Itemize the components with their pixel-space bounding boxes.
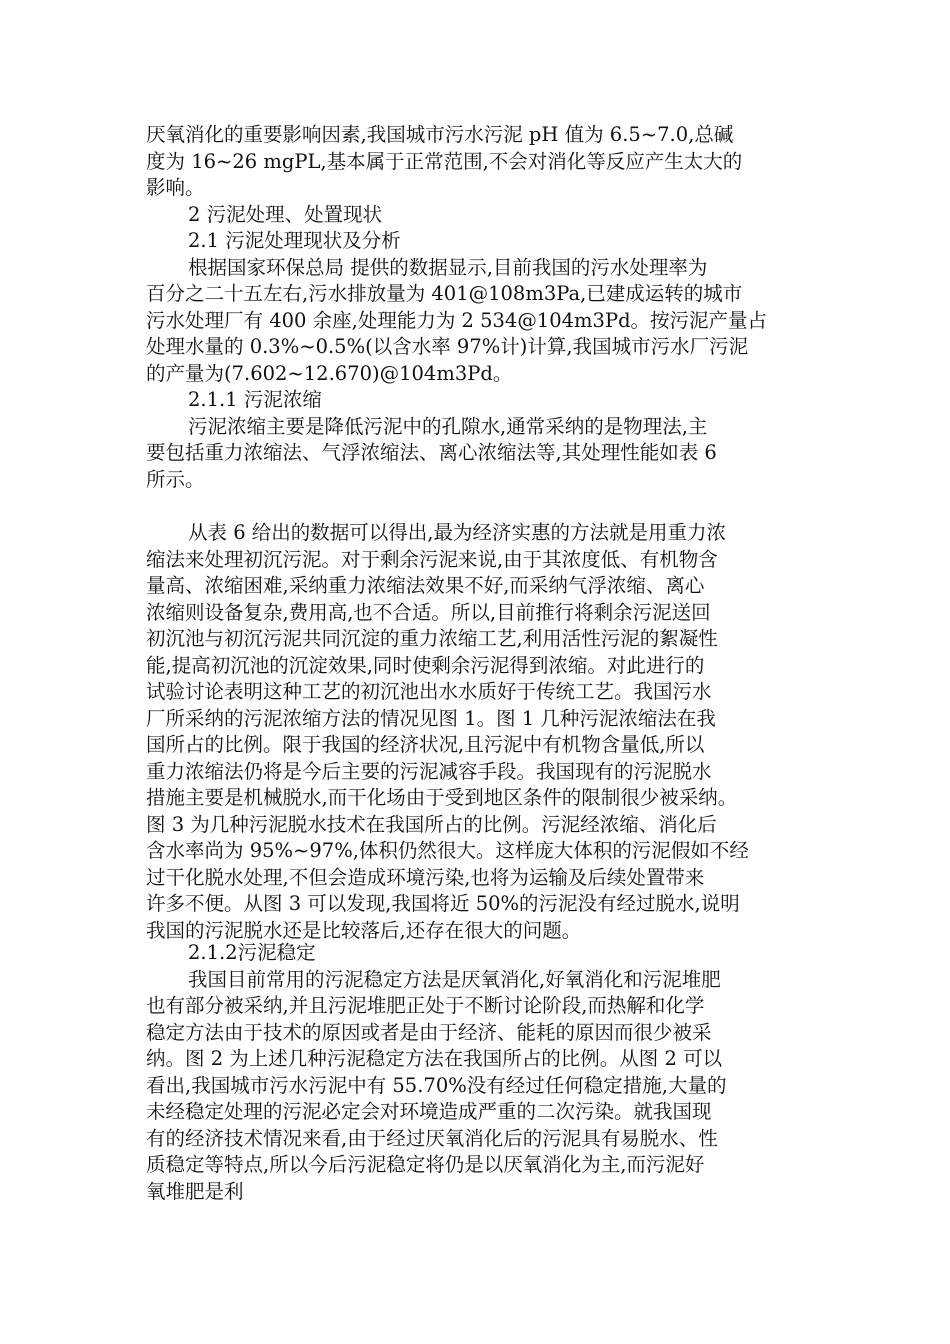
paragraph-line: 缩法来处理初沉污泥。对于剩余污泥来说,由于其浓度低、有机物含	[146, 547, 718, 571]
paragraph-line: 污水处理厂有 400 余座,处理能力为 2 534@104m3Pd。按污泥产量占	[146, 308, 768, 332]
paragraph-line: 处理水量的 0.3%~0.5%(以含水率 97%计)计算,我国城市污水厂污泥	[146, 335, 749, 358]
paragraph-line: 图 3 为几种污泥脱水技术在我国所占的比例。污泥经浓缩、消化后	[146, 812, 717, 836]
paragraph-line: 浓缩则设备复杂,费用高,也不合适。所以,目前推行将剩余污泥送回	[146, 600, 711, 624]
section-heading: 2 污泥处理、处置现状	[188, 202, 383, 226]
paragraph-line: 能,提高初沉池的沉淀效果,同时使剩余污泥得到浓缩。对此进行的	[146, 653, 705, 677]
subsection-heading: 2.1 污泥处理现状及分析	[188, 229, 401, 252]
paragraph-line: 度为 16~26 mgPL,基本属于正常范围,不会对消化等反应产生太大的	[146, 149, 743, 173]
subsubsection-heading: 2.1.2污泥稳定	[188, 941, 316, 964]
text-block-thickening-analysis	[146, 520, 826, 944]
paragraph-line: 氧堆肥是利	[146, 1179, 244, 1203]
paragraph-line: 我国的污泥脱水还是比较落后,还存在很大的问题。	[146, 918, 582, 942]
paragraph-line: 过干化脱水处理,不但会造成环境污染,也将为运输及后续处置带来	[146, 865, 705, 889]
text-block-sludge-stabilization	[146, 940, 826, 1205]
paragraph-line: 许多不便。从图 3 可以发现,我国将近 50%的污泥没有经过脱水,说明	[146, 892, 740, 915]
paragraph-line: 质稳定等特点,所以今后污泥稳定将仍是以厌氧消化为主,而污泥好	[146, 1153, 705, 1176]
paragraph-line: 稳定方法由于技术的原因或者是由于经济、能耗的原因而很少被采	[146, 1020, 712, 1044]
paragraph-line: 影响。	[146, 176, 205, 199]
paragraph-line: 未经稳定处理的污泥必定会对环境造成严重的二次污染。就我国现	[146, 1100, 712, 1123]
paragraph-line: 也有部分被采纳,并且污泥堆肥正处于不断讨论阶段,而热解和化学	[146, 994, 705, 1017]
paragraph-line: 厂所采纳的污泥浓缩方法的情况见图 1。图 1 几种污泥浓缩法在我	[146, 706, 716, 730]
paragraph-line: 措施主要是机械脱水,而干化场由于受到地区条件的限制很少被采纳。	[146, 786, 738, 809]
paragraph-line: 有的经济技术情况来看,由于经过厌氧消化后的污泥具有易脱水、性	[146, 1126, 718, 1150]
subsubsection-heading: 2.1.1 污泥浓缩	[188, 388, 322, 411]
text-block-digestion-and-thickening	[146, 122, 826, 493]
paragraph-line: 污泥浓缩主要是降低污泥中的孔隙水,通常采纳的是物理法,主	[188, 414, 708, 438]
paragraph-line: 我国目前常用的污泥稳定方法是厌氧消化,好氧消化和污泥堆肥	[188, 967, 721, 991]
paragraph-line: 要包括重力浓缩法、气浮浓缩法、离心浓缩法等,其处理性能如表 6	[146, 441, 717, 464]
paragraph-line: 量高、浓缩困难,采纳重力浓缩法效果不好,而采纳气浮浓缩、离心	[146, 574, 705, 597]
paragraph-line: 所示。	[146, 467, 205, 491]
paragraph-line: 纳。图 2 为上述几种污泥稳定方法在我国所占的比例。从图 2 可以	[146, 1047, 723, 1070]
paragraph-line: 百分之二十五左右,污水排放量为 401@108m3Pa,已建成运转的城市	[146, 282, 743, 305]
paragraph-line: 从表 6 给出的数据可以得出,最为经济实惠的方法就是用重力浓	[188, 521, 727, 544]
paragraph-line: 试验讨论表明这种工艺的初沉池出水水质好于传统工艺。我国污水	[146, 680, 712, 703]
paragraph-line: 国所占的比例。限于我国的经济状况,且污泥中有机物含量低,所以	[146, 733, 705, 756]
paragraph-line: 初沉池与初沉污泥共同沉淀的重力浓缩工艺,利用活性污泥的絮凝性	[146, 627, 718, 650]
paragraph-line: 含水率尚为 95%~97%,体积仍然很大。这样庞大体积的污泥假如不经	[146, 839, 749, 862]
paragraph-line: 看出,我国城市污水污泥中有 55.70%没有经过任何稳定措施,大量的	[146, 1073, 727, 1097]
paragraph-line: 厌氧消化的重要影响因素,我国城市污水污泥 pH 值为 6.5~7.0,总碱	[146, 123, 734, 146]
paragraph-line: 根据国家环保总局 提供的数据显示,目前我国的污水处理率为	[188, 255, 708, 279]
paragraph-line: 的产量为(7.602~12.670)@104m3Pd。	[146, 361, 513, 385]
paragraph-line: 重力浓缩法仍将是今后主要的污泥减容手段。我国现有的污泥脱水	[146, 759, 712, 783]
